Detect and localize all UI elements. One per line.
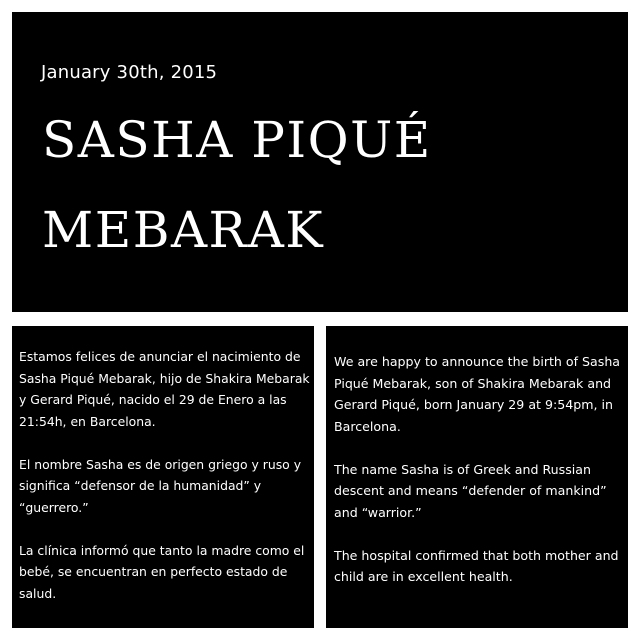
announcement-date: January 30th, 2015 xyxy=(41,62,218,83)
english-paragraph-name-meaning: The name Sasha is of Greek and Russian descent and means “defender of mankind” and “warrior.” xyxy=(334,461,607,520)
baby-name-second-line: MEBARAK xyxy=(42,201,325,259)
spanish-paragraph-name-meaning: El nombre Sasha es de origen griego y ruso y significa “defensor de la humanidad” y “guerrero.” xyxy=(19,456,302,515)
english-paragraph-health: The hospital confirmed that both mother and child are in excellent health. xyxy=(334,547,619,584)
spanish-paragraph-health: La clínica informó que tanto la madre como el bebé, se encuentran en perfecto estado de salud. xyxy=(19,542,305,601)
spanish-paragraph-birth: Estamos felices de anunciar el nacimiento de Sasha Piqué Mebarak, hijo de Shakira Mebarak y Gerard Piqué, nacido el 29 de Enero a las 21:54h, en Barcelona. xyxy=(19,349,310,429)
spanish-announcement-text xyxy=(19,346,311,626)
english-announcement-text xyxy=(334,351,624,609)
baby-name-first-line: SASHA PIQUÉ xyxy=(42,111,432,169)
title-panel xyxy=(12,12,628,312)
spanish-announcement-panel xyxy=(12,326,314,628)
english-paragraph-birth: We are happy to announce the birth of Sasha Piqué Mebarak, son of Shakira Mebarak and Gerard Piqué, born January 29 at 9:54pm, in Barcelona. xyxy=(334,354,621,434)
english-announcement-panel xyxy=(326,326,628,628)
